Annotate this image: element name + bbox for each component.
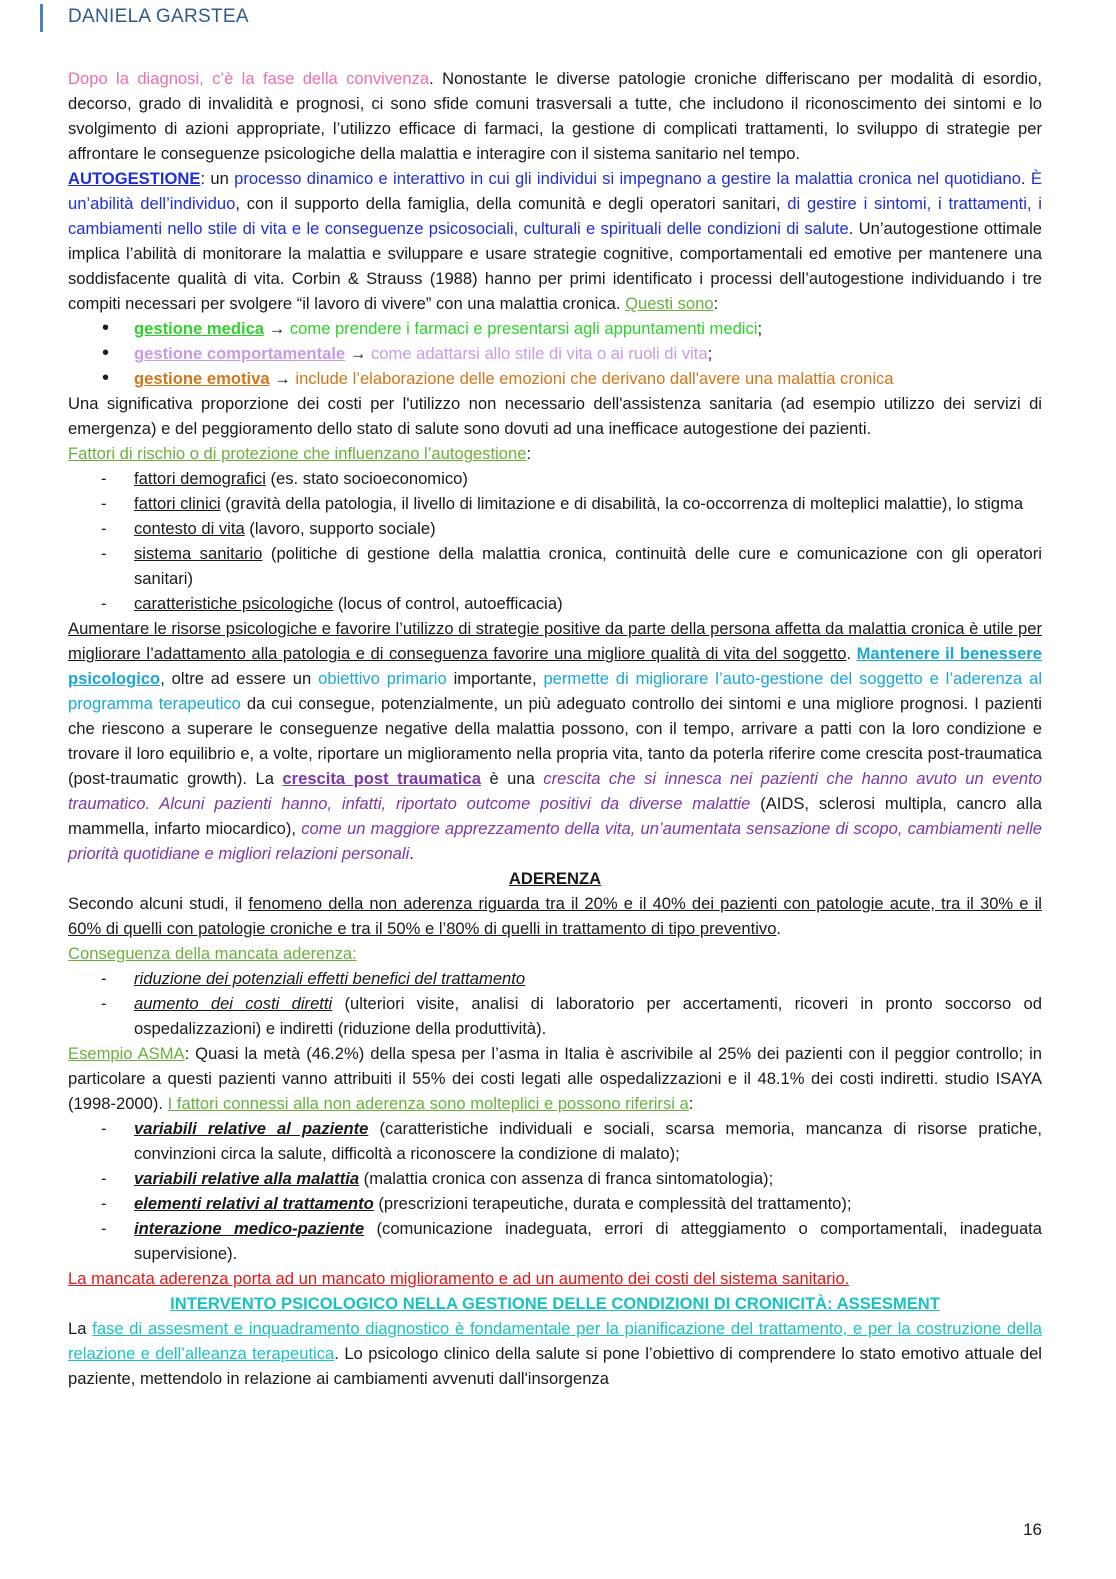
list-item bbox=[68, 541, 1042, 591]
autogestione-dot: . bbox=[1021, 169, 1031, 188]
list-item bbox=[68, 466, 1042, 491]
arrow-icon: → bbox=[345, 344, 371, 363]
task-term: gestione emotiva bbox=[134, 369, 270, 388]
task-desc: come prendere i farmaci e presentarsi agli appuntamenti medici bbox=[289, 319, 758, 338]
aderenza-heading-line bbox=[68, 866, 1042, 891]
list-item bbox=[68, 341, 1042, 366]
risk-desc: (lavoro, supporto sociale) bbox=[244, 519, 436, 538]
costs-paragraph: Una significativa proporzione dei costi per l'utilizzo non necessario dell'assistenza sanitaria (ad esempio utilizzo dei servizi di emergenza) e del peggioramento dello stato di salute sono dovuti ad una inefficace autogestione dei pazienti. bbox=[68, 394, 1042, 438]
intervento-paragraph bbox=[68, 1316, 1042, 1391]
risk-desc: (gravità della patologia, il livello di limitazione e di disabilità, la co-occorrenza di molteplici malattie), lo stigma bbox=[220, 494, 1024, 513]
risk-term: caratteristiche psicologiche bbox=[134, 594, 334, 613]
header-accent-bar bbox=[40, 4, 43, 32]
conseguenza-heading: Conseguenza della mancata aderenza: bbox=[68, 944, 357, 963]
list-item bbox=[68, 366, 1042, 391]
fattore-desc: (malattia cronica con assenza di franca sintomatologia); bbox=[359, 1169, 774, 1188]
task-term: gestione medica bbox=[134, 319, 265, 338]
fattore-desc: (prescrizioni terapeutiche, durata e complessità del trattamento); bbox=[373, 1194, 852, 1213]
conseguenza-term: riduzione dei potenziali effetti benefici del trattamento bbox=[134, 969, 526, 988]
autogestione-def2: È un’abilità dell’individuo bbox=[68, 169, 1042, 213]
esempio-label: Esempio ASMA bbox=[68, 1044, 185, 1063]
list-item bbox=[68, 966, 1042, 991]
autogestione-def1: processo dinamico e interattivo in cui gli individui si impegnano a gestire la malattia cronica nel quotidiano bbox=[234, 169, 1021, 188]
document-body bbox=[68, 66, 1042, 1391]
risk-desc: (politiche di gestione della malattia cronica, continuità delle cure e comunicazione con gli operatori sanitari) bbox=[134, 544, 1042, 588]
benessere-underlined: Aumentare le risorse psicologiche e favorire l’utilizzo di strategie positive da parte della persona affetta da malattia cronica è utile per migliorare l’adattamento alla patologia e di conseguenza favorire una migliore qualità di vita del soggetto bbox=[68, 619, 1042, 663]
benessere-t5: (AIDS, sclerosi multipla, cancro alla mammella, infarto miocardico), bbox=[68, 794, 1042, 838]
autogestione-paragraph bbox=[68, 166, 1042, 316]
risk-heading: Fattori di rischio o di protezione che influenzano l’autogestione bbox=[68, 444, 527, 463]
list-item bbox=[68, 1191, 1042, 1216]
task-list bbox=[68, 316, 1042, 391]
aderenza-start: Secondo alcuni studi, il bbox=[68, 894, 249, 913]
benessere-term: Mantenere il benessere psicologico bbox=[68, 644, 1042, 688]
task-desc: include l’elaborazione delle emozioni che derivano dall'avere una malattia cronica bbox=[295, 369, 894, 388]
page-number: 16 bbox=[1023, 1520, 1042, 1539]
fattori-colon: : bbox=[688, 1094, 694, 1113]
intervento-heading-line bbox=[68, 1291, 1042, 1316]
esempio-text: : Quasi la metà (46.2%) della spesa per l’asma in Italia è ascrivibile al 25% dei pazienti con il peggior controllo; in particolare a questi pazienti vanno attribuiti il 55% dei costi legati alle ospedalizzazioni e il 48.1% dei costi indiretti. studio ISAYA (1998-2000). bbox=[68, 1044, 1042, 1113]
conseguenza-heading-line bbox=[68, 941, 1042, 966]
conseguenza-desc: (ulteriori visite, analisi di laboratorio per accertamenti, ricoveri in pronto soccorso od ospedalizzazioni) e indiretti (riduzione della produttività). bbox=[134, 994, 1042, 1038]
autogestione-def3: di gestire i sintomi, i trattamenti, i cambiamenti nello stile di vita e le conseguenze psicosociali, culturali e spirituali delle condizioni di salute bbox=[68, 194, 1042, 238]
benessere-dot: . bbox=[846, 644, 857, 663]
fattore-term: elementi relativi al trattamento bbox=[134, 1194, 374, 1213]
intervento-highlight: fase di assesment e inquadramento diagnostico è fondamentale per la pianificazione del trattamento, e per la costruzione della relazione e dell’alleanza terapeutica bbox=[68, 1319, 1042, 1363]
esempio-paragraph bbox=[68, 1041, 1042, 1116]
obiettivo-primario: obiettivo primario bbox=[318, 669, 447, 688]
list-item bbox=[68, 1216, 1042, 1266]
intro-text: . Nonostante le diverse patologie croniche differiscano per modalità di esordio, decorso, grado di invalidità e prognosi, ci sono sfide comuni trasversali a tutte, che includono il riconoscimento dei sintomi e lo svolgimento di azioni appropriate, l’utilizzo efficace di farmaci, la gestione di complicati trattamenti, lo sviluppo di strategie per affrontare le conseguenze psicologiche della malattia e interagire con il sistema sanitario nel tempo. bbox=[68, 69, 1043, 163]
risk-term: contesto di vita bbox=[134, 519, 245, 538]
aderenza-conclusione: La mancata aderenza porta ad un mancato miglioramento e ad un aumento dei costi del sistema sanitario. bbox=[68, 1269, 850, 1288]
risk-desc: (locus of control, autoefficacia) bbox=[333, 594, 563, 613]
fattori-heading: I fattori connessi alla non aderenza sono molteplici e possono riferirsi a bbox=[167, 1094, 689, 1113]
conseguenze-list bbox=[68, 966, 1042, 1041]
intervento-rest: . Lo psicologo clinico della salute si pone l’obiettivo di comprendere lo stato emotivo attuale del paziente, mettendolo in relazione ai cambiamenti avvenuti dall'insorgenza bbox=[68, 1344, 1042, 1388]
intervento-start: La bbox=[68, 1319, 93, 1338]
intro-highlight: Dopo la diagnosi, c’è la fase della convivenza bbox=[68, 69, 430, 88]
fattori-list bbox=[68, 1116, 1042, 1266]
intervento-heading: INTERVENTO PSICOLOGICO NELLA GESTIONE DELLE CONDIZIONI DI CRONICITÀ: ASSESMENT bbox=[170, 1294, 940, 1313]
risk-term: fattori demografici bbox=[134, 469, 266, 488]
aderenza-heading: ADERENZA bbox=[508, 869, 602, 888]
list-item bbox=[68, 991, 1042, 1041]
intro-paragraph bbox=[68, 66, 1042, 166]
aderenza-paragraph bbox=[68, 891, 1042, 941]
list-item bbox=[68, 1166, 1042, 1191]
task-term: gestione comportamentale bbox=[134, 344, 346, 363]
crescita-end: come un maggiore apprezzamento della vita, un’aumentata sensazione di scopo, cambiamenti nelle priorità quotidiane e migliori relazioni personali bbox=[68, 819, 1042, 863]
task-end: ; bbox=[757, 319, 763, 338]
conseguenza-term: aumento dei costi diretti bbox=[134, 994, 333, 1013]
crescita-term: crescita post traumatica bbox=[282, 769, 481, 788]
arrow-icon: → bbox=[269, 369, 296, 388]
autogestione-term: AUTOGESTIONE bbox=[68, 169, 201, 188]
permette-migliorare: permette di migliorare l’auto-gestione del soggetto e l’aderenza al programma terapeutico bbox=[68, 669, 1043, 713]
list-item bbox=[68, 316, 1042, 341]
header-author: DANIELA GARSTEA bbox=[68, 6, 249, 27]
crescita-def: crescita che si innesca nei pazienti che hanno avuto un evento traumatico. Alcuni pazienti hanno, infatti, riportato outcome positivi da diverse malattie bbox=[68, 769, 1042, 813]
conclusione-line bbox=[68, 1266, 1042, 1291]
benessere-t3: da cui consegue, potenzialmente, un più adeguato controllo dei sintomi e una migliore prognosi. I pazienti che riescono a superare le conseguenze negative della malattia possono, con il tempo, arrivare a patti con la loro condizione e trovare il loro equilibrio e, a volte, riportare un miglioramento nella propria vita, tanto da poterla riferire come crescita post-traumatica (post-traumatic growth). La bbox=[68, 694, 1042, 788]
questi-sono-label: Questi sono bbox=[625, 294, 714, 313]
risk-colon: : bbox=[526, 444, 532, 463]
questi-sono-colon: : bbox=[713, 294, 719, 313]
fattore-term: interazione medico-paziente bbox=[134, 1219, 365, 1238]
task-end: ; bbox=[707, 344, 713, 363]
benessere-paragraph bbox=[68, 616, 1042, 866]
risk-term: fattori clinici bbox=[134, 494, 221, 513]
risk-term: sistema sanitario bbox=[134, 544, 263, 563]
list-item bbox=[68, 516, 1042, 541]
benessere-t2: importante, bbox=[446, 669, 544, 688]
list-item bbox=[68, 1116, 1042, 1166]
task-desc: come adattarsi allo stile di vita o ai ruoli di vita bbox=[371, 344, 708, 363]
benessere-t4: è una bbox=[481, 769, 544, 788]
autogestione-colon: : un bbox=[200, 169, 235, 188]
list-item bbox=[68, 491, 1042, 516]
fattore-desc: (comunicazione inadeguata, errori di atteggiamento o comportamentali, inadeguata supervisione). bbox=[134, 1219, 1043, 1263]
risk-list bbox=[68, 466, 1042, 616]
fattore-term: variabili relative alla malattia bbox=[134, 1169, 360, 1188]
list-item bbox=[68, 591, 1042, 616]
autogestione-mid: , con il supporto della famiglia, della comunità e degli operatori sanitari, bbox=[235, 194, 788, 213]
fattore-desc: (caratteristiche individuali e sociali, scarsa memoria, mancanza di risorse pratiche, convinzioni circa la salute, difficoltà a riconoscere la condizione di malato); bbox=[134, 1119, 1042, 1163]
autogestione-rest: . Un’autogestione ottimale implica l’abilità di monitorare la malattia e sviluppare e usare strategie cognitive, comportamentali ed emotive per mantenere una soddisfacente qualità di vita. Corbin & Strauss (1988) hanno per primi identificato i processi dell’autogestione individuando i tre compiti necessari per svolgere “il lavoro di vivere” con una malattia cronica. bbox=[68, 219, 1042, 313]
benessere-t1: , oltre ad essere un bbox=[160, 669, 319, 688]
risk-heading-line bbox=[68, 441, 1042, 466]
benessere-t6: . bbox=[409, 844, 414, 863]
fattore-term: variabili relative al paziente bbox=[134, 1119, 369, 1138]
aderenza-end: . bbox=[776, 919, 782, 938]
aderenza-underlined: fenomeno della non aderenza riguarda tra il 20% e il 40% dei pazienti con patologie acute, tra il 30% e il 60% di quelli con patologie croniche e tra il 50% e l’80% di quelli in trattamento di tipo preventivo bbox=[68, 894, 1042, 938]
arrow-icon: → bbox=[264, 319, 290, 338]
risk-desc: (es. stato socioeconomico) bbox=[265, 469, 468, 488]
